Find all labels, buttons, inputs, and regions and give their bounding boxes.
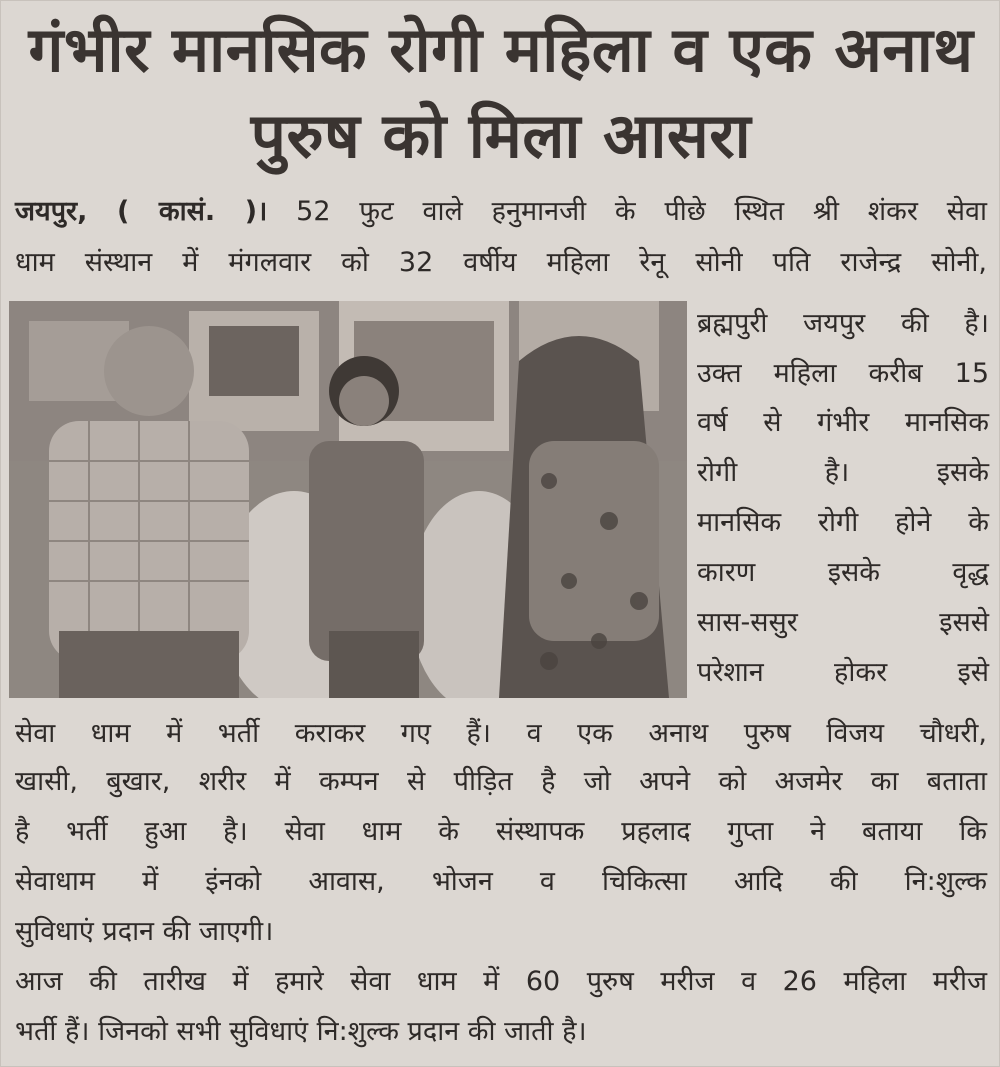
body-line: सेवा धाम में भर्ती कराकर गए हैं। व एक अनाथ पुरुष विजय चौधरी, — [15, 718, 987, 749]
headline-line-1: गंभीर मानसिक रोगी महिला व एक अनाथ — [28, 13, 974, 86]
body-line-1 — [15, 191, 987, 233]
news-photo — [9, 301, 687, 698]
body-line: है भर्ती हुआ है। सेवा धाम के संस्थापक प्रहलाद गुप्ता ने बताया कि — [15, 816, 987, 847]
photo-illustration — [9, 301, 687, 698]
column-line: रोगी है। इसके — [697, 457, 989, 488]
body-line: भर्ती हैं। जिनको सभी सुविधाएं नि:शुल्क प्रदान की जाती है। — [15, 1016, 587, 1047]
dateline: जयपुर, ( कासं. )। — [15, 196, 268, 227]
column-line: सास-ससुर इससे — [697, 607, 989, 638]
column-line: उक्त महिला करीब 15 — [697, 358, 989, 389]
column-line: ब्रह्मपुरी जयपुर की है। — [697, 308, 989, 339]
column-line: कारण इसके वृद्ध — [697, 557, 989, 588]
body-line: आज की तारीख में हमारे सेवा धाम में 60 पुरुष मरीज व 26 महिला मरीज — [15, 966, 987, 997]
body-line: सुविधाएं प्रदान की जाएगी। — [15, 916, 274, 947]
column-line: वर्ष से गंभीर मानसिक — [697, 407, 989, 438]
headline-line-2: पुरुष को मिला आसरा — [250, 99, 752, 172]
headline — [21, 7, 981, 179]
column-line: परेशान होकर इसे — [697, 657, 989, 688]
body-line: सेवाधाम में इंनको आवास, भोजन व चिकित्सा आदि की नि:शुल्क — [15, 866, 987, 897]
body-line: खासी, बुखार, शरीर में कम्पन से पीड़ित है जो अपने को अजमेर का बताता — [15, 766, 987, 797]
body-line-2: धाम संस्थान में मंगलवार को 32 वर्षीय महिला रेनू सोनी पति राजेन्द्र सोनी, — [15, 247, 987, 278]
column-line: मानसिक रोगी होने के — [697, 507, 989, 538]
body-line-1-text: 52 फुट वाले हनुमानजी के पीछे स्थित श्री शंकर सेवा — [267, 196, 987, 227]
